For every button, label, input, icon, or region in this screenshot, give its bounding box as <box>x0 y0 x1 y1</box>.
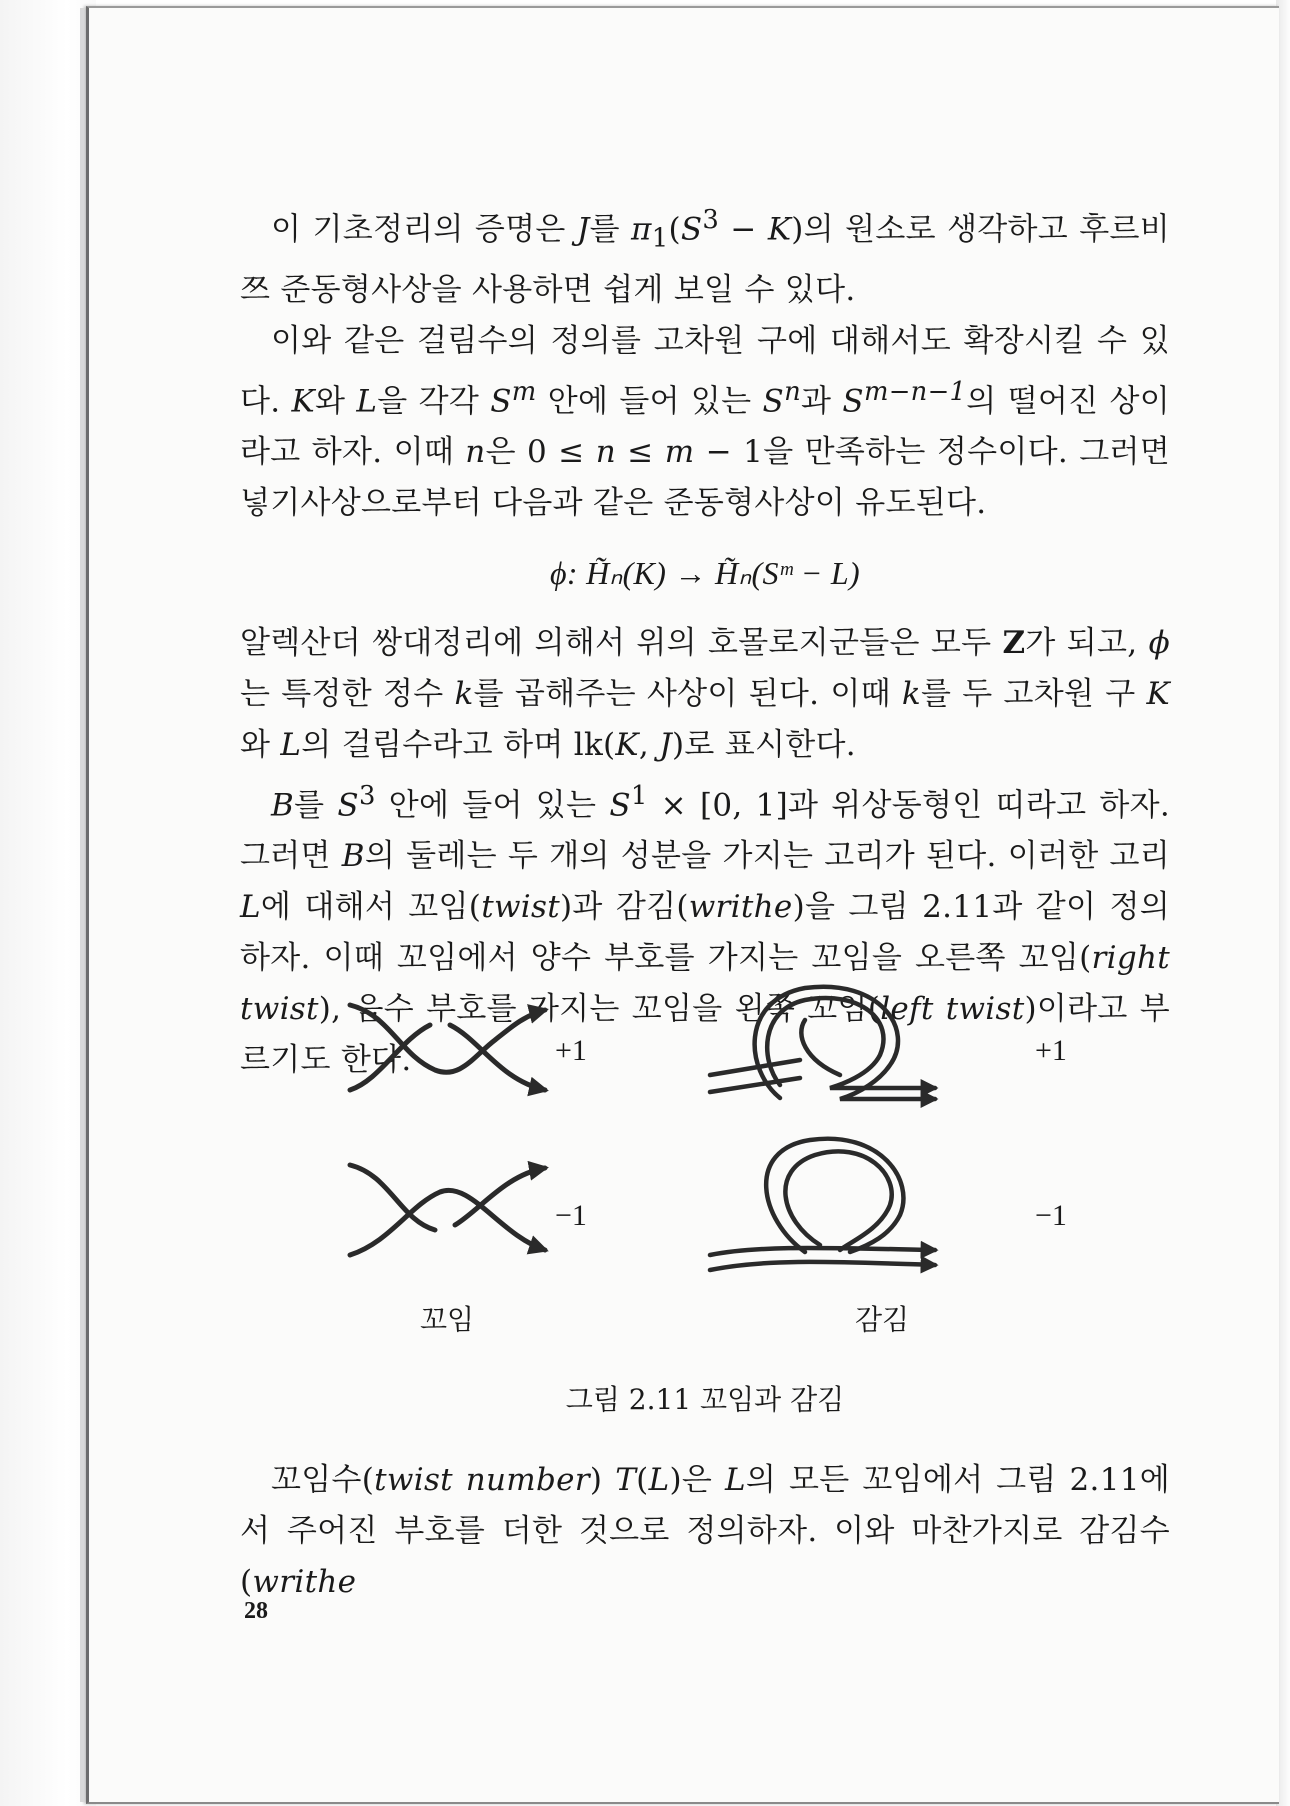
twist-writhe-diagram <box>240 980 1170 1380</box>
writhe-minus-label: −1 <box>1035 1199 1067 1232</box>
page-number: 28 <box>244 1598 268 1624</box>
body-text <box>240 195 1170 1086</box>
body-text-continued <box>240 1455 1170 1608</box>
writhe-minus-diagram <box>710 1139 935 1270</box>
paragraph-3: 알렉산더 쌍대정리에 의해서 위의 호몰로지군들은 모두 Z가 되고, ϕ는 특정한 정수 k를 곱해주는 사상이 된다. 이때 k를 두 고차원 구 K와 L의 걸림수라고 하며 lk(K, J)로 표시한다. <box>240 624 1171 763</box>
writhe-plus-diagram <box>710 987 935 1099</box>
figure-2-11 <box>240 980 1170 1420</box>
paragraph-2: 이와 같은 걸림수의 정의를 고차원 구에 대해서도 확장시킬 수 있다. K와 L을 각각 $S^m$ 안에 들어 있는 $S^n$과 $S^{m-n-1}$의 떨어진 상이라고 하자. 이때 n은 0 ≤ n ≤ m − 1을 만족하는 정수이다. 그러면 넣기사상으로부터 다음과 같은 준동형사상이 유도된다. <box>240 322 1171 521</box>
twist-minus-label: −1 <box>555 1199 587 1232</box>
figure-caption: 그림 2.11 꼬임과 감김 <box>565 1383 845 1416</box>
paragraph-1: 이 기초정리의 증명은 J를 $\pi_1(S^3 - K)$의 원소로 생각하고 후르비쯔 준동형사상을 사용하면 쉽게 보일 수 있다. <box>240 205 1170 308</box>
writhe-plus-label: +1 <box>1035 1034 1067 1067</box>
twist-minus-diagram <box>350 1165 545 1255</box>
twist-label: 꼬임 <box>420 1303 475 1336</box>
writhe-label: 감김 <box>855 1303 910 1336</box>
paragraph-4: B를 $S^3$ 안에 들어 있는 $S^1 \times [0$, 1]과 위상동형인 띠라고 하자. 그러면 B의 둘레는 두 개의 성분을 가지는 고리가 된다. 이러한 고리 L에 대해서 꼬임(twist)과 감김(writhe)을 그림 2.11과 같이 정의하자. 이때 꼬임에서 양수 부호를 가지는 꼬임을 오른쪽 꼬임(right twist), 음수 부호를 가지는 꼬임을 왼쪽 꼬임(left twist)이라고 부르기도 한다. <box>240 780 1170 1079</box>
twist-plus-diagram <box>350 1005 545 1090</box>
paragraph-5: 꼬임수(twist number) T(L)은 L의 모든 꼬임에서 그림 2.11에서 주어진 부호를 더한 것으로 정의하자. 이와 마찬가지로 감김수(writhe <box>240 1462 1171 1600</box>
equation: ϕ: H̃ₙ(K) → H̃ₙ(Sᵐ − L) <box>550 554 860 591</box>
twist-plus-label: +1 <box>555 1034 587 1067</box>
